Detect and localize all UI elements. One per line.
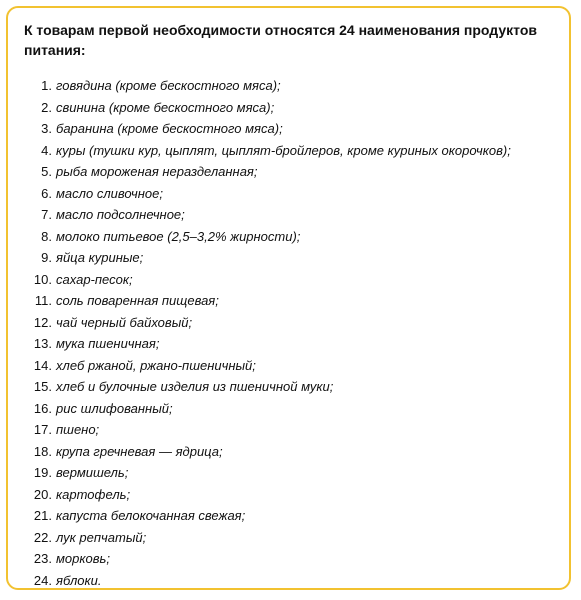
list-item-number: 12. <box>33 314 52 330</box>
list-item-text: пшено; <box>56 422 100 437</box>
list-item-number: 4. <box>41 142 52 158</box>
list-item <box>24 358 553 380</box>
list-item <box>24 315 553 337</box>
list-item-text: масло подсолнечное; <box>56 207 185 222</box>
list-item-text: вермишель; <box>56 465 129 480</box>
card-heading: К товарам первой необходимости относятся 24 наименования продуктов питания: <box>24 22 537 58</box>
list-item-number: 11. <box>34 293 52 308</box>
list-item <box>24 121 553 143</box>
list-item <box>24 207 553 229</box>
list-item <box>24 401 553 423</box>
list-item-number: 20. <box>33 486 52 502</box>
list-item-text: хлеб и булочные изделия из пшеничной муки; <box>56 379 334 394</box>
list-item <box>24 487 553 509</box>
list-item <box>24 573 553 595</box>
list-item-text: куры (тушки кур, цыплят, цыплят-бройлеров, кроме куриных окорочков); <box>56 142 511 158</box>
list-item-number: 5. <box>41 164 52 179</box>
list-item-text: баранина (кроме бескостного мяса); <box>56 121 283 136</box>
list-item-number: 13. <box>33 336 52 351</box>
list-item-text: яйца куриные; <box>56 250 144 265</box>
list-item <box>24 444 553 466</box>
list-item <box>24 78 553 100</box>
list-item <box>24 336 553 358</box>
list-item-number: 7. <box>41 207 52 222</box>
list-item-number: 17. <box>33 422 52 437</box>
list-item <box>24 422 553 444</box>
list-item-number: 1. <box>41 78 52 93</box>
list-item-text: крупа гречневая — ядрица; <box>56 443 223 459</box>
list-item <box>24 164 553 186</box>
list-item-text: соль поваренная пищевая; <box>56 293 219 308</box>
list-item <box>24 250 553 272</box>
list-item <box>24 186 553 208</box>
list-item-number: 9. <box>41 250 52 265</box>
list-item <box>24 508 553 530</box>
list-item <box>24 551 553 573</box>
list-item <box>24 229 553 251</box>
list-item-number: 3. <box>41 121 52 136</box>
list-item-number: 16. <box>33 400 52 416</box>
list-item-text: лук репчатый; <box>56 529 147 545</box>
list-item <box>24 272 553 294</box>
list-item-text: капуста белокочанная свежая; <box>56 508 246 523</box>
list-item-text: рыба мороженая неразделанная; <box>56 164 258 179</box>
list-item-text: картофель; <box>56 486 131 502</box>
list-item-text: мука пшеничная; <box>56 336 160 351</box>
list-item-text: сахар-песок; <box>56 271 133 287</box>
list-item-number: 6. <box>41 185 52 201</box>
list-item-number: 21. <box>33 508 52 523</box>
list-item <box>24 293 553 315</box>
list-item <box>24 465 553 487</box>
list-item <box>24 379 553 401</box>
list-item-number: 14. <box>33 357 52 373</box>
list-item-number: 18. <box>33 443 52 459</box>
list-item-text: молоко питьевое (2,5–3,2% жирности); <box>56 228 301 244</box>
product-list <box>24 78 553 594</box>
list-item-text: масло сливочное; <box>56 185 163 201</box>
list-item-text: чай черный байховый; <box>56 314 193 330</box>
list-item-number: 8. <box>41 228 52 244</box>
list-item-number: 10. <box>33 271 52 287</box>
list-item <box>24 530 553 552</box>
list-item-text: рис шлифованный; <box>56 400 173 416</box>
list-item <box>24 100 553 122</box>
list-item-text: яблоки. <box>56 572 102 588</box>
list-item-number: 19. <box>33 465 52 480</box>
product-list-card <box>6 6 571 590</box>
list-item-number: 23. <box>33 551 52 566</box>
list-item-text: свинина (кроме бескостного мяса); <box>56 99 275 115</box>
list-item-number: 2. <box>41 99 52 115</box>
list-item-text: хлеб ржаной, ржано-пшеничный; <box>56 357 256 373</box>
list-item-text: морковь; <box>56 551 110 566</box>
list-item-number: 22. <box>33 529 52 545</box>
list-item-number: 24. <box>33 572 52 588</box>
list-item-number: 15. <box>33 379 52 394</box>
list-item <box>24 143 553 165</box>
list-item-text: говядина (кроме бескостного мяса); <box>56 78 281 93</box>
